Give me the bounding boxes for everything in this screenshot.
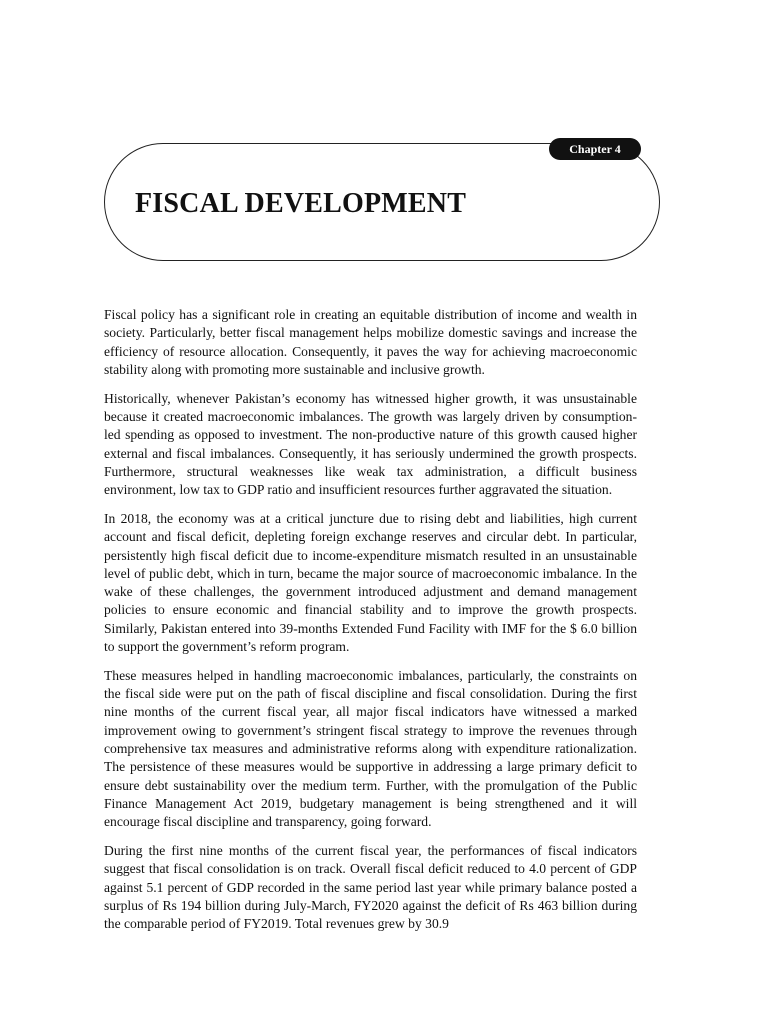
paragraph-2: Historically, whenever Pakistan’s economy has witnessed higher growth, it was unsustainable because it created macroeconomic imbalances. The growth was largely driven by consumption-led spending as opposed to investment. The non-productive nature of this growth caused higher external and fiscal imbalances. Consequently, it has seriously undermined the growth prospects. Furthermore, structural weaknesses like weak tax administration, a difficult business environment, low tax to GDP ratio and insufficient resources further aggravated the situation. bbox=[104, 390, 637, 498]
page-title: FISCAL DEVELOPMENT bbox=[135, 188, 467, 219]
paragraph-5: During the first nine months of the current fiscal year, the performances of fiscal indicators suggest that fiscal consolidation is on track. Overall fiscal deficit reduced to 4.0 percent of GDP against 5.1 percent of GDP recorded in the same period last year while primary balance posted a surplus of Rs 194 billion during July-March, FY2020 against the deficit of Rs 463 billion during the comparable period of FY2019. Total revenues grew by 30.9 bbox=[104, 843, 637, 932]
body-text bbox=[104, 306, 637, 944]
paragraph-1: Fiscal policy has a significant role in creating an equitable distribution of income and wealth in society. Particularly, better fiscal management helps mobilize domestic savings and increase the efficiency of resource allocation. Consequently, it paves the way for achieving macroeconomic stability along with promoting more sustainable and inclusive growth. bbox=[104, 307, 637, 377]
paragraph-4: These measures helped in handling macroeconomic imbalances, particularly, the constraints on the fiscal side were put on the path of fiscal discipline and fiscal consolidation. During the first nine months of the current fiscal year, all major fiscal indicators have witnessed a marked improvement owing to government’s stringent fiscal strategy to improve the revenues through comprehensive tax measures and administrative reforms along with expenditure rationalization. The persistence of these measures would be supportive in addressing a large primary deficit to ensure debt sustainability over the medium term. Further, with the promulgation of the Public Finance Management Act 2019, budgetary management is being strengthened and it will encourage fiscal discipline and transparency, going forward. bbox=[104, 667, 637, 830]
paragraph-3: In 2018, the economy was at a critical juncture due to rising debt and liabilities, high current account and fiscal deficit, depleting foreign exchange reserves and circular debt. In particular, persistently high fiscal deficit due to income-expenditure mismatch resulted in an unsustainable level of public debt, which in turn, became the major source of macroeconomic imbalance. In the wake of these challenges, the government introduced adjustment and demand management policies to ensure economic and financial stability and to improve the growth prospects. Similarly, Pakistan entered into 39-months Extended Fund Facility with IMF for the $ 6.0 billion to support the government’s reform program. bbox=[104, 510, 637, 655]
chapter-label: Chapter 4 bbox=[549, 138, 641, 160]
